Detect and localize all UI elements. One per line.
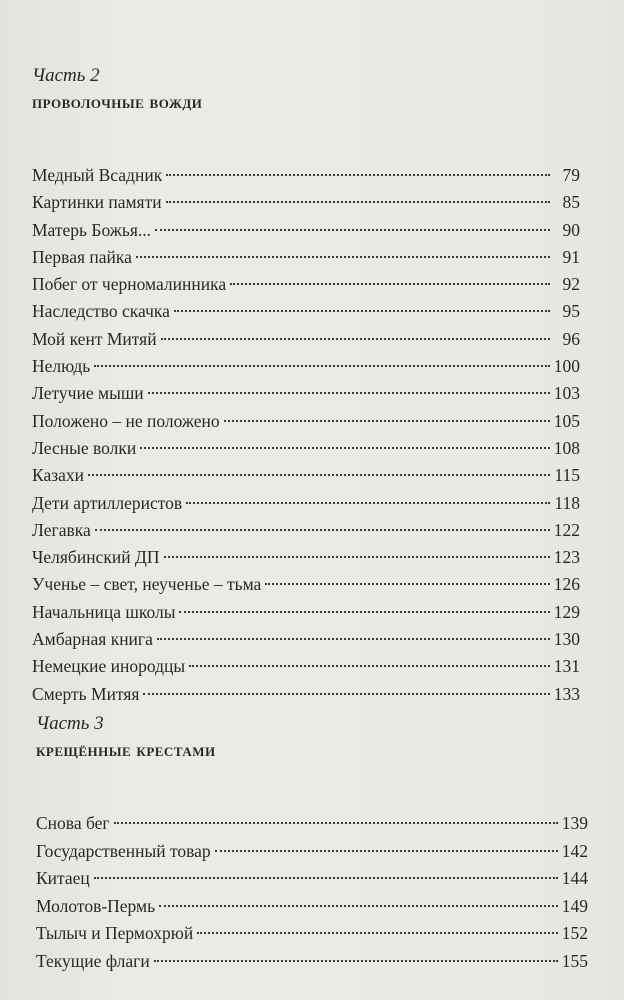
toc-entry: [32, 189, 580, 216]
toc-entry: [32, 681, 580, 708]
toc-entry: [32, 244, 580, 271]
dot-leader: [186, 502, 550, 504]
toc-entry: [32, 298, 580, 325]
toc-entry-title: Побег от черномалинника: [32, 274, 227, 295]
toc-entry-page: 115: [554, 465, 580, 486]
dot-leader: [230, 283, 550, 285]
dot-leader: [179, 611, 549, 613]
toc-entry: [36, 893, 588, 921]
toc-entry: [36, 810, 588, 838]
toc-entry: [36, 948, 588, 976]
toc-entry: [32, 653, 580, 680]
toc-entry-page: 122: [553, 519, 580, 540]
toc-entry-page: 100: [553, 356, 580, 377]
toc-entry-page: 152: [561, 923, 588, 944]
toc-entry-title: Картинки памяти: [32, 192, 162, 213]
toc-entry: [32, 380, 580, 407]
toc-entry-page: 95: [562, 301, 580, 322]
toc-entry-title: Челябинский ДП: [32, 547, 160, 568]
toc-entry: [32, 217, 580, 244]
toc-entry-title: Лесные волки: [32, 437, 137, 458]
dot-leader: [166, 174, 550, 176]
part-2-section: [32, 64, 580, 708]
toc-entry-page: 79: [562, 165, 580, 185]
toc-entry-page: 126: [553, 574, 580, 595]
toc-entry-page: 129: [553, 601, 580, 622]
toc-entry: [36, 838, 588, 866]
toc-entry-title: Молотов-Пермь: [36, 895, 156, 916]
toc-entry-title: Дети артиллеристов: [32, 492, 183, 513]
toc-entry: [32, 626, 580, 653]
toc-entry-title: Начальница школы: [32, 601, 176, 622]
toc-entry-title: Матерь Божья...: [32, 219, 152, 240]
toc-entry-page: 130: [553, 629, 580, 650]
part-3-title: крещённые крестами: [36, 740, 216, 761]
toc-entry-page: 133: [553, 683, 580, 704]
toc-entry-page: 96: [562, 328, 580, 349]
toc-entry: [32, 326, 580, 353]
toc-entry-page: 144: [561, 868, 588, 889]
dot-leader: [174, 310, 550, 312]
toc-entry: [32, 271, 580, 298]
toc-entry-title: Наследство скачка: [32, 301, 170, 322]
toc-entry-page: 103: [553, 383, 580, 404]
dot-leader: [155, 229, 550, 231]
toc-entry-title: Легавка: [32, 519, 91, 540]
dot-leader: [215, 850, 558, 852]
toc-entry-title: Нелюдь: [32, 356, 91, 377]
toc-entry-title: Ученье – свет, неученье – тьма: [32, 574, 262, 595]
dot-leader: [197, 932, 558, 934]
toc-entry-page: 105: [553, 410, 580, 431]
toc-entry-title: Амбарная книга: [32, 629, 153, 650]
dot-leader: [265, 583, 549, 585]
toc-entry-page: 118: [554, 492, 580, 513]
dot-leader: [224, 420, 550, 422]
dot-leader: [114, 822, 558, 824]
dot-leader: [154, 960, 558, 962]
part-2-contents: [32, 162, 580, 708]
toc-entry: [32, 571, 580, 598]
dot-leader: [148, 392, 550, 394]
toc-entry-page: 108: [553, 437, 580, 458]
toc-entry: [32, 517, 580, 544]
dot-leader: [140, 447, 550, 449]
toc-entry: [32, 435, 580, 462]
toc-entry-title: Положено – не положено: [32, 410, 220, 431]
toc-entry: [32, 408, 580, 435]
part-3-label: Часть 3: [36, 713, 104, 734]
dot-leader: [88, 474, 550, 476]
dot-leader: [136, 256, 550, 258]
dot-leader: [166, 201, 550, 203]
toc-entry-title: Тылыч и Пермохрюй: [36, 923, 194, 944]
part-3-contents: [36, 810, 588, 976]
toc-entry-page: 131: [553, 656, 580, 677]
toc-entry-page: 92: [562, 274, 580, 295]
dot-leader: [143, 693, 549, 695]
toc-entry: [32, 544, 580, 571]
part-2-title: проволочные вожди: [32, 92, 203, 113]
dot-leader: [95, 529, 550, 531]
toc-entry-page: 139: [561, 813, 588, 833]
toc-entry: [32, 162, 580, 189]
toc-entry: [36, 865, 588, 893]
part-3-section: [36, 712, 588, 976]
toc-entry-title: Государственный товар: [36, 840, 211, 861]
toc-entry-title: Летучие мыши: [32, 383, 144, 404]
toc-entry-page: 123: [553, 547, 580, 568]
toc-entry-page: 85: [562, 192, 580, 213]
toc-entry-title: Смерть Митяя: [32, 683, 140, 704]
toc-entry-title: Казахи: [32, 465, 85, 486]
toc-entry: [32, 462, 580, 489]
dot-leader: [189, 665, 550, 667]
dot-leader: [161, 338, 550, 340]
toc-entry-title: Первая пайка: [32, 246, 132, 267]
dot-leader: [94, 877, 558, 879]
toc-entry: [36, 920, 588, 948]
toc-entry-title: Китаец: [36, 868, 90, 889]
toc-entry-title: Немецкие инородцы: [32, 656, 186, 677]
toc-entry: [32, 353, 580, 380]
dot-leader: [157, 638, 550, 640]
dot-leader: [94, 365, 550, 367]
toc-entry-page: 91: [562, 246, 580, 267]
toc-entry-title: Медный Всадник: [32, 165, 163, 185]
toc-entry-page: 155: [561, 950, 588, 971]
toc-entry-title: Снова бег: [36, 813, 110, 833]
toc-entry-page: 90: [562, 219, 580, 240]
toc-entry: [32, 599, 580, 626]
toc-entry-title: Текущие флаги: [36, 950, 150, 971]
toc-entry-page: 149: [561, 895, 588, 916]
toc-entry: [32, 490, 580, 517]
toc-entry-page: 142: [561, 840, 588, 861]
dot-leader: [159, 905, 558, 907]
part-2-label: Часть 2: [32, 65, 100, 86]
toc-entry-title: Мой кент Митяй: [32, 328, 157, 349]
dot-leader: [164, 556, 550, 558]
